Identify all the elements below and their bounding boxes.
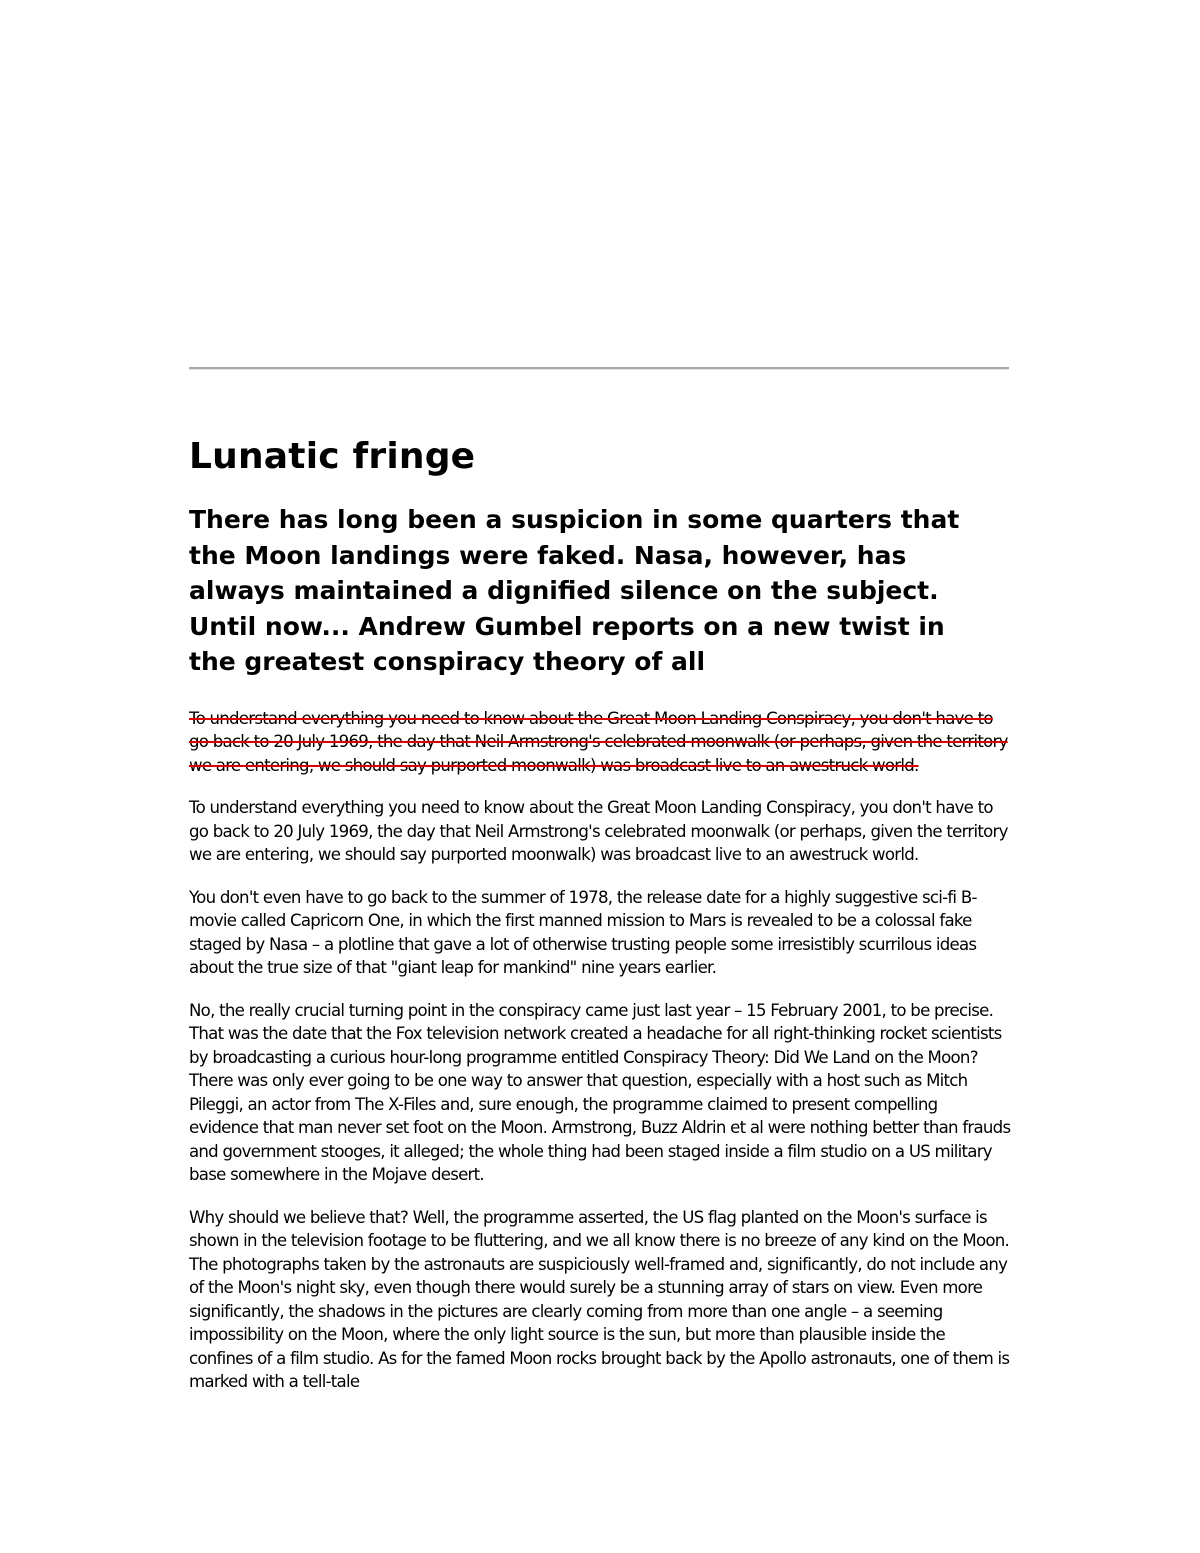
body-paragraph-4: Why should we believe that? Well, the programme asserted, the US flag planted on the Moon's surface is shown in the television footage to be fluttering, and we all know there is no breeze of any kind on the Moon. The photographs taken by the astronauts are suspiciously well-framed and, significantly, do not include any of the Moon's night sky, even though there would surely be a stunning array of stars on view. Even more significantly, the shadows in the pictures are clearly coming from more than one angle – a seeming impossibility on the Moon, where the only light source is the sun, but more than plausible inside the confines of a film studio. As for the famed Moon rocks brought back by the Apollo astronauts, one of them is marked with a tell-tale bbox=[189, 1207, 1010, 1391]
body-paragraph-1: To understand everything you need to know about the Great Moon Landing Conspiracy, you don't have to go back to 20 July 1969, the day that Neil Armstrong's celebrated moonwalk (or perhaps, given the territory we are entering, we should say purported moonwalk) was broadcast live to an awestruck world. bbox=[189, 798, 1008, 864]
headline: Lunatic fringe bbox=[189, 436, 476, 477]
standfirst: There has long been a suspicion in some quarters that the Moon landings were faked. Nasa, however, has always maintained a dignified silence on the subject. Until now... Andrew Gumbel reports on a new twist in the greatest conspiracy theory of all bbox=[189, 505, 960, 676]
horizontal-rule bbox=[189, 367, 1009, 370]
article bbox=[189, 434, 1011, 1394]
body-paragraph-3: No, the really crucial turning point in the conspiracy came just last year – 15 February 2001, to be precise. That was the date that the Fox television network created a headache for all right-thinking rocket scientists by broadcasting a curious hour-long programme entitled Conspiracy Theory: Did We Land on the Moon? There was only ever going to be one way to answer that question, especially with a host such as Mitch Pileggi, an actor from The X-Files and, sure enough, the programme claimed to present compelling evidence that man never set foot on the Moon. Armstrong, Buzz Aldrin et al were nothing better than frauds and government stooges, it alleged; the whole thing had been staged inside a film studio on a US military base somewhere in the Mojave desert. bbox=[189, 1000, 1011, 1184]
body-paragraph-2: You don't even have to go back to the summer of 1978, the release date for a highly suggestive sci-fi B-movie called Capricorn One, in which the first manned mission to Mars is revealed to be a colossal fake staged by Nasa – a plotline that gave a lot of otherwise trusting people some irresistibly scurrilous ideas about the true size of that "giant leap for mankind" nine years earlier. bbox=[189, 887, 977, 977]
struck-through-paragraph: To understand everything you need to know about the Great Moon Landing Conspiracy, you don't have to go back to 20 July 1969, the day that Neil Armstrong's celebrated moonwalk (or perhaps, given the territory we are entering, we should say purported moonwalk) was broadcast live to an awestruck world. bbox=[189, 708, 1008, 775]
